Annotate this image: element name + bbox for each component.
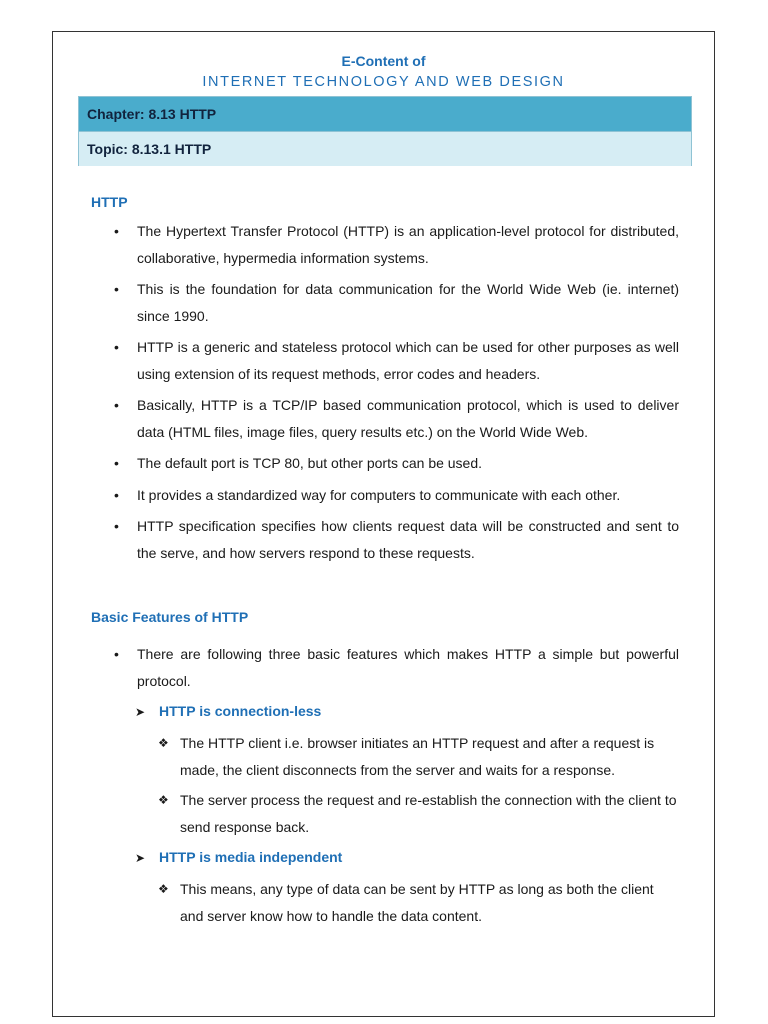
four-diamond-icon: ❖ <box>158 882 169 896</box>
bullet-dot-icon: • <box>114 339 119 355</box>
bullet-dot-icon: • <box>114 486 119 503</box>
four-diamond-icon: ❖ <box>158 793 169 807</box>
bullet-text: The Hypertext Transfer Protocol (HTTP) is an application-level protocol for distributed, collaborative, hypermedia information systems. <box>137 223 679 266</box>
bullet-dot-icon: • <box>114 281 119 297</box>
media-independent-points <box>158 876 680 933</box>
list-item <box>113 641 679 694</box>
bullet-text: This is the foundation for data communication for the World Wide Web (ie. internet) since 1990. <box>137 281 679 324</box>
bullet-text: There are following three basic features which makes HTTP a simple but powerful protocol. <box>137 646 679 689</box>
bullet-dot-icon: • <box>114 646 119 662</box>
bullet-text: Basically, HTTP is a TCP/IP based communication protocol, which is used to deliver data (HTML files, image files, query results etc.) on the World Wide Web. <box>137 397 679 440</box>
list-item <box>158 730 680 783</box>
four-diamond-icon: ❖ <box>158 736 169 750</box>
list-item <box>113 392 679 445</box>
point-text: The server process the request and re-establish the connection with the client to send response back. <box>180 792 677 835</box>
list-item <box>158 876 680 929</box>
subheading-text: HTTP is media independent <box>159 849 343 865</box>
topic-label: Topic: 8.13.1 HTTP <box>79 132 691 166</box>
list-item <box>158 787 680 840</box>
list-item <box>113 482 679 509</box>
bullet-dot-icon: • <box>114 518 119 534</box>
section-heading-http: HTTP <box>91 194 128 210</box>
section-heading-features: Basic Features of HTTP <box>91 609 249 625</box>
list-item <box>113 334 679 387</box>
bullet-dot-icon: • <box>114 397 119 413</box>
chapter-box <box>78 96 692 166</box>
point-text: The HTTP client i.e. browser initiates an HTTP request and after a request is made, the client disconnects from the server and waits for a response. <box>180 735 655 778</box>
list-item <box>113 513 679 566</box>
header-title: E-Content of <box>341 53 426 69</box>
bullet-text: HTTP specification specifies how clients request data will be constructed and sent to the serve, and how servers respond to these requests. <box>137 518 679 561</box>
bullet-text: The default port is TCP 80, but other ports can be used. <box>137 455 483 471</box>
bullet-dot-icon: • <box>114 455 119 471</box>
arrowhead-right-icon: ➤ <box>135 851 146 865</box>
bullet-text: It provides a standardized way for computers to communicate with each other. <box>137 486 621 503</box>
subheading-connectionless <box>135 703 321 719</box>
subheading-media-independent <box>135 849 342 865</box>
subheading-text: HTTP is connection-less <box>159 703 322 719</box>
list-item <box>113 450 679 477</box>
bullet-dot-icon: • <box>114 223 119 239</box>
header-subtitle: INTERNET TECHNOLOGY AND WEB DESIGN <box>202 74 565 90</box>
bullet-text: HTTP is a generic and stateless protocol which can be used for other purposes as well using extension of its request methods, error codes and headers. <box>137 339 679 382</box>
list-item <box>113 276 679 329</box>
chapter-label: Chapter: 8.13 HTTP <box>79 97 691 132</box>
arrowhead-right-icon: ➤ <box>135 705 146 719</box>
page-frame <box>52 31 715 1017</box>
point-text: This means, any type of data can be sent by HTTP as long as both the client and server know how to handle the data content. <box>180 881 654 924</box>
features-bullet-list <box>113 641 679 699</box>
http-bullet-list <box>113 218 679 571</box>
connectionless-points <box>158 730 680 844</box>
list-item <box>113 218 679 271</box>
